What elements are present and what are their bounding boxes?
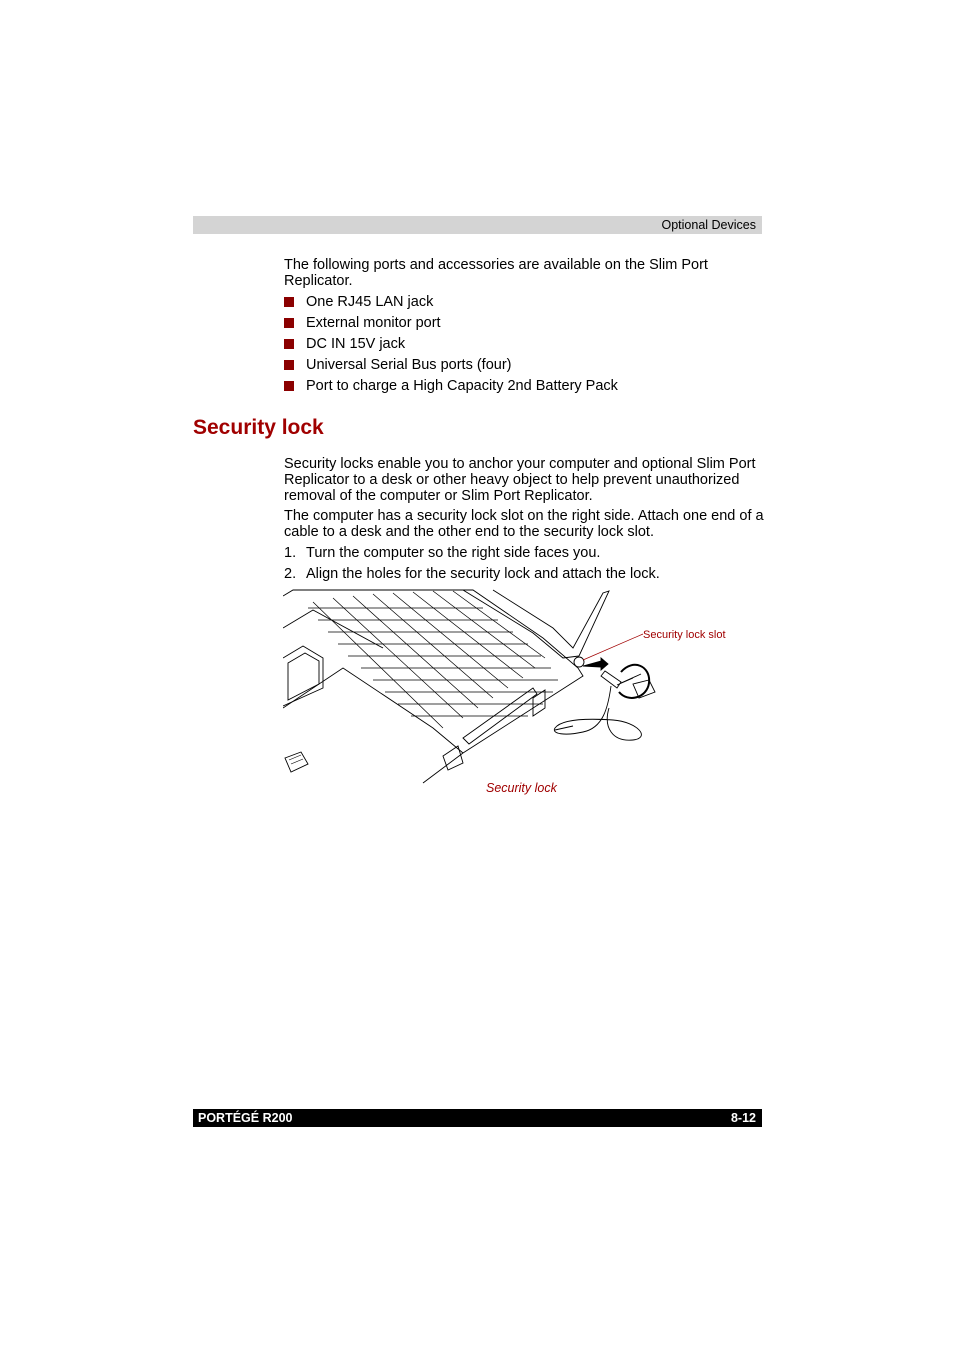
page-number: 8-12 [730,1111,756,1125]
port-list [284,294,764,399]
paragraph: The computer has a security lock slot on the right side. Attach one end of a cable to a desk and the other end to the security lock slot. [284,508,764,540]
step-list [284,545,764,587]
list-item: 2. Align the holes for the security lock and attach the lock. [284,566,660,582]
square-bullet-icon [284,297,294,307]
list-item: One RJ45 LAN jack [284,294,764,315]
square-bullet-icon [284,318,294,328]
list-item: 1. Turn the computer so the right side faces you. [284,545,601,561]
list-item: Universal Serial Bus ports (four) [284,357,764,378]
step-number: 1. [284,545,297,561]
security-lock-illustration [283,588,743,786]
intro-text: The following ports and accessories are available on the Slim Port Replicator. [284,257,708,289]
figure-caption: Security lock [486,781,557,795]
square-bullet-icon [284,339,294,349]
step-number: 2. [284,566,297,582]
square-bullet-icon [284,360,294,370]
callout-label: Security lock slot [643,629,726,641]
list-item: External monitor port [284,315,764,336]
running-header [193,216,762,234]
running-footer [193,1109,762,1127]
header-title: Optional Devices [661,218,756,232]
square-bullet-icon [284,381,294,391]
paragraph: Security locks enable you to anchor your computer and optional Slim Port Replicator to a desk or other heavy object to help prevent unauthorized removal of the computer or Slim Port Replicator. [284,456,756,504]
list-item: Port to charge a High Capacity 2nd Battery Pack [284,378,764,399]
footer-model: PORTÉGÉ R200 [198,1111,293,1125]
list-item: DC IN 15V jack [284,336,764,357]
section-heading: Security lock [193,416,324,439]
